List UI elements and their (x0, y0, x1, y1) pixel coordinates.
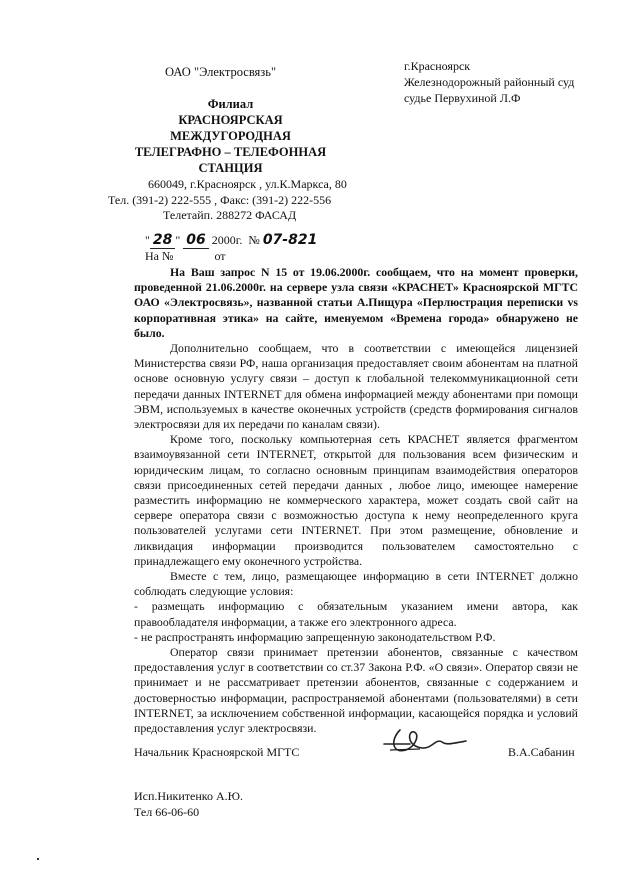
paragraph: Дополнительно сообщаем, что в соответствии с имеющейся лицензией Министерства связи РФ, наша организация предоставляет своим абонентам на платной основе основную услугу связи – доступ к глобальной телекоммуникационной сети передачи данных INTERNET для обмена информацией между абонентами при помощи ЭВМ, используемых в качестве оконечных устройств (средств формирования сигналов электросвязи для их передачи по каналам связи). (134, 341, 578, 432)
date-day: 28 (152, 232, 173, 248)
date-month: 06 (186, 232, 206, 248)
executor-block (134, 788, 243, 820)
address-line: 660049, г.Красноярск , ул.К.Маркса, 80 (148, 177, 347, 191)
branch-line: Филиал (207, 97, 254, 111)
scan-speck (37, 858, 39, 860)
branch-line: СТАНЦИЯ (198, 161, 263, 175)
branch-line: ТЕЛЕГРАФНО – ТЕЛЕФОННАЯ (134, 145, 327, 159)
outgoing-number-line: " 28 " 06 2000г. № 07-821 (145, 232, 318, 248)
date-year: 2000г. (211, 233, 243, 247)
branch-line: КРАСНОЯРСКАЯ (178, 113, 283, 127)
address-block (108, 177, 347, 224)
branch-line: МЕЖДУГОРОДНАЯ (170, 129, 291, 143)
recipient-line: судье Первухиной Л.Ф (404, 91, 521, 105)
teletype-line: Телетайп. 288272 ФАСАД (163, 208, 297, 222)
branch-block (128, 96, 333, 176)
letter-body (134, 265, 578, 736)
paragraph: Оператор связи принимает претензии абонентов, связанные с качеством предоставления услуг в соответствии со ст.37 Закона Р.Ф. «О связи». Оператор связи не принимает и не рассматривает претензии абонентов, связанные с содержанием и достоверностью информации, распространяемой абонентами (пользователями) в сети INTERNET, за исключением собственной информации, касающейся порядка и условий предоставления услуг электросвязи. (134, 645, 578, 736)
outgoing-number: 07-821 (262, 232, 318, 248)
paragraph: Вместе с тем, лицо, размещающее информацию в сети INTERNET должно соблюдать следующие условия: (134, 569, 578, 599)
executor-name: Исп.Никитенко А.Ю. (134, 789, 243, 803)
recipient-line: г.Красноярск (404, 59, 471, 73)
reference-label: На № (145, 249, 174, 263)
list-item: - не распространять информацию запрещенную законодательством Р.Ф. (134, 629, 496, 644)
paragraph: На Ваш запрос N 15 от 19.06.2000г. сообщаем, что на момент проверки, проведенной 21.06.2000г. на сервере узла связи «КРАСНЕТ» Красноярской МГТС ОАО «Электросвязь», названной статьи А.Пищура «Перлюстрация переписки vs корпоративная этика» на сайте, именуемом «Времена города» обнаружено не было. (134, 265, 578, 340)
handwritten-signature (380, 724, 470, 760)
organization-name: ОАО "Электросвязь" (165, 65, 277, 79)
reference-line (145, 249, 226, 264)
recipient-block (404, 58, 574, 106)
recipient-line: Железнодорожный районный суд (404, 75, 575, 89)
executor-phone: Тел 66-06-60 (134, 805, 200, 819)
signatory-title: Начальник Красноярской МГТС (134, 745, 300, 759)
signatory-name: В.А.Сабанин (508, 745, 575, 759)
number-prefix: № (248, 233, 260, 247)
list-item: - размещать информацию с обязательным указанием имени автора, как правообладателя информации, а также его электронного адреса. (134, 599, 578, 629)
reference-from-label: от (214, 249, 226, 263)
phone-line: Тел. (391-2) 222-555 , Факс: (391-2) 222-556 (108, 192, 332, 207)
paragraph: Кроме того, поскольку компьютерная сеть КРАСНЕТ является фрагментом взаимоувязанной сети INTERNET, открытой для пользования всем физическим и юридическим лицам, то согласно основным принципам взаимодействия операторов связи присоединенных сетей передачи данных , любое лицо, имеющее намерение разместить информацию не коммерческого характера, может создать свой сайт на сервере оператора связи с возможностью доступа к нему неопределенного круга пользователей услугами сети INTERNET. При этом размещение, обновление и ликвидация информации производится пользователем самостоятельно с принадлежащего ему оконечного устройства. (134, 432, 578, 568)
